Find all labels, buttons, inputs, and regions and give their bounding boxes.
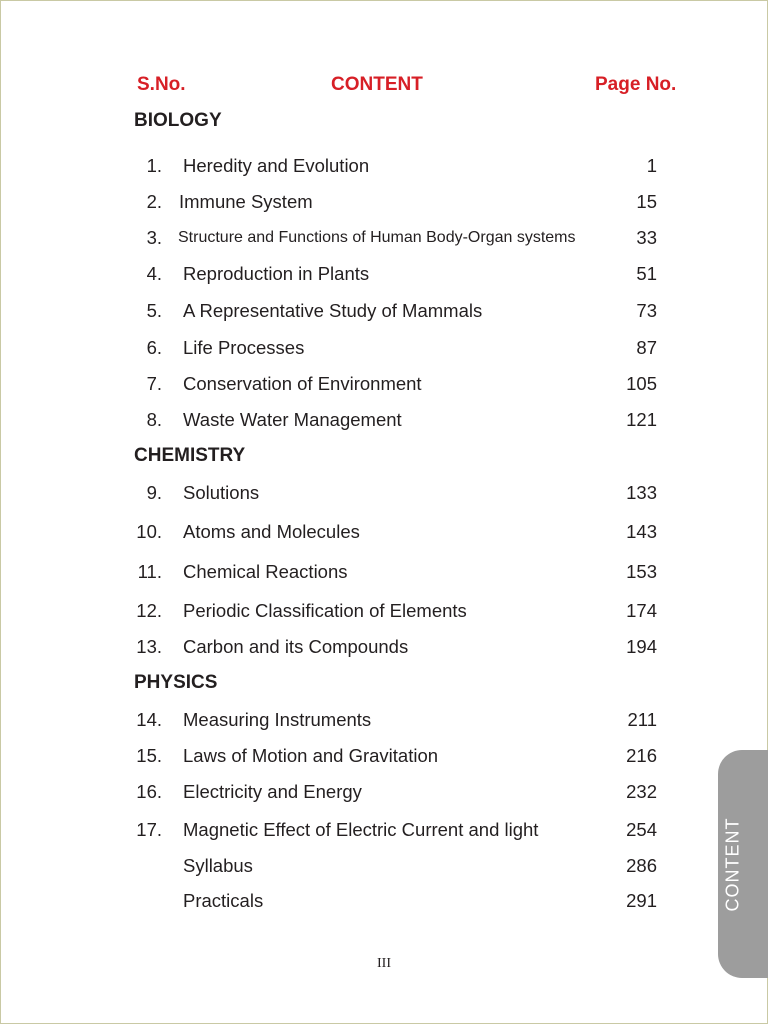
entry-number: 13. <box>136 636 162 657</box>
toc-entry[interactable] <box>0 521 768 545</box>
toc-entry[interactable] <box>0 337 768 361</box>
entry-number: 8. <box>146 409 162 430</box>
toc-entry[interactable] <box>0 191 768 215</box>
entry-title: Practicals <box>183 890 264 911</box>
entry-title: Solutions <box>183 482 260 503</box>
entry-title: Waste Water Management <box>183 409 402 430</box>
toc-entry[interactable] <box>0 890 768 914</box>
toc-entry[interactable] <box>0 482 768 506</box>
entry-number: 9. <box>146 482 162 503</box>
entry-number: 14. <box>136 709 162 730</box>
entry-page: 286 <box>626 855 657 876</box>
entry-page: 133 <box>626 482 657 503</box>
toc-entry[interactable] <box>0 561 768 585</box>
entry-page: 143 <box>626 521 657 542</box>
entry-number: 1. <box>146 155 162 176</box>
entry-number: 7. <box>146 373 162 394</box>
section-chemistry: CHEMISTRY <box>134 445 246 466</box>
section-physics: PHYSICS <box>134 672 218 693</box>
entry-title: Structure and Functions of Human Body-Organ systems <box>178 229 576 246</box>
entry-number: 12. <box>136 600 162 621</box>
entry-title: Atoms and Molecules <box>183 521 360 542</box>
sno-header: S.No. <box>137 74 186 95</box>
entry-title: Periodic Classification of Elements <box>183 600 467 621</box>
toc-entry[interactable] <box>0 781 768 805</box>
page-number: III <box>377 956 391 971</box>
page-no-header: Page No. <box>595 74 677 95</box>
entry-number: 10. <box>136 521 162 542</box>
toc-entry[interactable] <box>0 600 768 624</box>
entry-page: 194 <box>626 636 657 657</box>
entry-number: 4. <box>146 263 162 284</box>
toc-entry[interactable] <box>0 855 768 879</box>
entry-number: 2. <box>146 191 162 212</box>
entry-page: 15 <box>636 191 657 212</box>
entry-number: 6. <box>146 337 162 358</box>
entry-page: 1 <box>646 155 657 176</box>
entry-number: 5. <box>146 300 162 321</box>
entry-page: 216 <box>626 745 657 766</box>
toc-entry[interactable] <box>0 409 768 433</box>
toc-entry[interactable] <box>0 745 768 769</box>
entry-page: 153 <box>626 561 657 582</box>
content-header: CONTENT <box>331 74 423 95</box>
entry-title: Electricity and Energy <box>183 781 362 802</box>
side-tab-label-wrap <box>718 750 748 978</box>
entry-title: Reproduction in Plants <box>183 263 370 284</box>
toc-entry[interactable] <box>0 300 768 324</box>
entry-title: Magnetic Effect of Electric Current and light <box>183 819 539 840</box>
entry-page: 291 <box>626 890 657 911</box>
toc-entry[interactable] <box>0 155 768 179</box>
entry-title: Heredity and Evolution <box>183 155 370 176</box>
entry-title: Immune System <box>179 191 313 212</box>
entry-page: 33 <box>636 227 657 248</box>
toc-entry[interactable] <box>0 227 768 251</box>
entry-title: Laws of Motion and Gravitation <box>183 745 439 766</box>
entry-page: 211 <box>627 709 657 730</box>
entry-number: 17. <box>136 819 162 840</box>
entry-number: 15. <box>136 745 162 766</box>
entry-page: 121 <box>626 409 657 430</box>
entry-page: 105 <box>626 373 657 394</box>
entry-number: 16. <box>136 781 162 802</box>
entry-title: Syllabus <box>183 855 253 876</box>
entry-title: Carbon and its Compounds <box>183 636 409 657</box>
entry-page: 174 <box>626 600 657 621</box>
toc-entry[interactable] <box>0 709 768 733</box>
toc-entry[interactable] <box>0 636 768 660</box>
entry-title: Conservation of Environment <box>183 373 422 394</box>
entry-number: 3. <box>146 227 162 248</box>
entry-title: Life Processes <box>183 337 305 358</box>
entry-page: 254 <box>626 819 657 840</box>
toc-entry[interactable] <box>0 373 768 397</box>
toc-entry[interactable] <box>0 263 768 287</box>
entry-page: 51 <box>636 263 657 284</box>
entry-page: 87 <box>636 337 657 358</box>
entry-page: 73 <box>636 300 657 321</box>
entry-number: 11. <box>137 561 162 582</box>
entry-title: Chemical Reactions <box>183 561 348 582</box>
entry-title: Measuring Instruments <box>183 709 372 730</box>
toc-entry[interactable] <box>0 819 768 843</box>
section-biology: BIOLOGY <box>134 110 222 131</box>
entry-title: A Representative Study of Mammals <box>183 300 483 321</box>
side-tab-label: CONTENT <box>722 817 743 911</box>
entry-page: 232 <box>626 781 657 802</box>
